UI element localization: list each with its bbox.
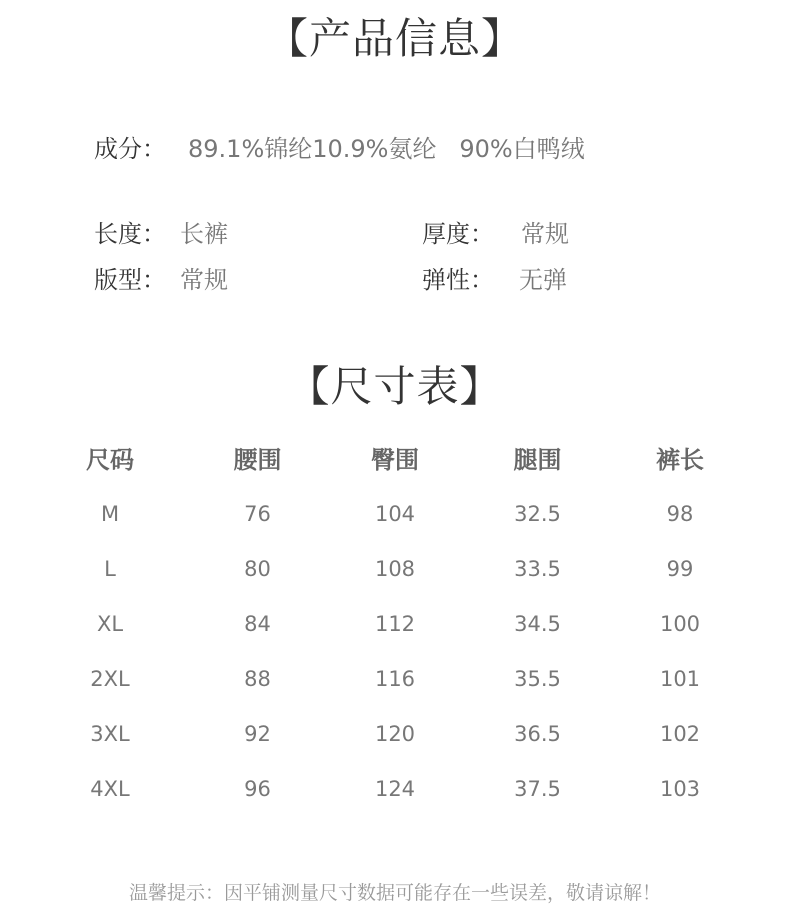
cell-waist: 96 [244, 777, 271, 801]
cell-hip: 112 [374, 612, 416, 636]
product-info-title: 【产品信息】 [265, 14, 524, 63]
cell-thigh: 33.5 [514, 557, 561, 581]
cell-thigh: 35.5 [514, 667, 561, 691]
fit-label: 版型： [94, 266, 166, 294]
length-label: 长度： [94, 220, 166, 248]
thickness-label: 厚度： [422, 220, 494, 248]
cell-hip: 116 [374, 667, 416, 691]
cell-hip: 124 [374, 777, 416, 801]
header-thigh: 腿围 [513, 445, 562, 474]
cell-size: XL [96, 612, 124, 636]
table-row [40, 652, 740, 707]
size-table-header-row [40, 432, 740, 487]
cell-waist: 76 [244, 502, 271, 526]
cell-thigh: 37.5 [514, 777, 561, 801]
cell-waist: 92 [244, 722, 271, 746]
fit-value: 常规 [180, 266, 228, 294]
cell-thigh: 34.5 [514, 612, 561, 636]
cell-pants-length: 100 [659, 612, 701, 636]
cell-size: 3XL [90, 722, 130, 746]
table-row [40, 487, 740, 542]
elasticity-value: 无弹 [519, 266, 567, 294]
cell-thigh: 36.5 [514, 722, 561, 746]
cell-waist: 84 [244, 612, 271, 636]
table-row [40, 707, 740, 762]
cell-thigh: 32.5 [514, 502, 561, 526]
cell-pants-length: 99 [666, 557, 694, 581]
table-row [40, 762, 740, 817]
header-pants-length: 裤长 [656, 445, 704, 474]
composition-value: 89.1%锦纶10.9%氨纶 90%白鸭绒 [188, 135, 585, 163]
header-waist: 腰围 [233, 445, 282, 474]
table-row [40, 542, 740, 597]
cell-waist: 88 [244, 667, 271, 691]
length-value: 长裤 [180, 220, 228, 248]
measurement-note: 温馨提示：因平铺测量尺寸数据可能存在一些误差，敬请谅解！ [128, 882, 661, 904]
cell-hip: 108 [374, 557, 416, 581]
cell-pants-length: 98 [666, 502, 694, 526]
size-table [40, 432, 740, 817]
table-row [40, 597, 740, 652]
size-chart-title: 【尺寸表】 [287, 362, 503, 411]
header-hip: 臀围 [371, 445, 419, 474]
thickness-value: 常规 [521, 220, 569, 248]
composition-label: 成分： [94, 135, 166, 163]
cell-pants-length: 101 [659, 667, 701, 691]
cell-pants-length: 102 [659, 722, 701, 746]
cell-size: 4XL [90, 777, 130, 801]
cell-waist: 80 [244, 557, 271, 581]
cell-size: M [100, 502, 120, 526]
cell-hip: 120 [374, 722, 416, 746]
elasticity-label: 弹性： [422, 266, 494, 294]
cell-size: L [104, 557, 116, 581]
header-size: 尺码 [86, 445, 134, 474]
cell-hip: 104 [374, 502, 416, 526]
cell-pants-length: 103 [659, 777, 701, 801]
cell-size: 2XL [90, 667, 130, 691]
